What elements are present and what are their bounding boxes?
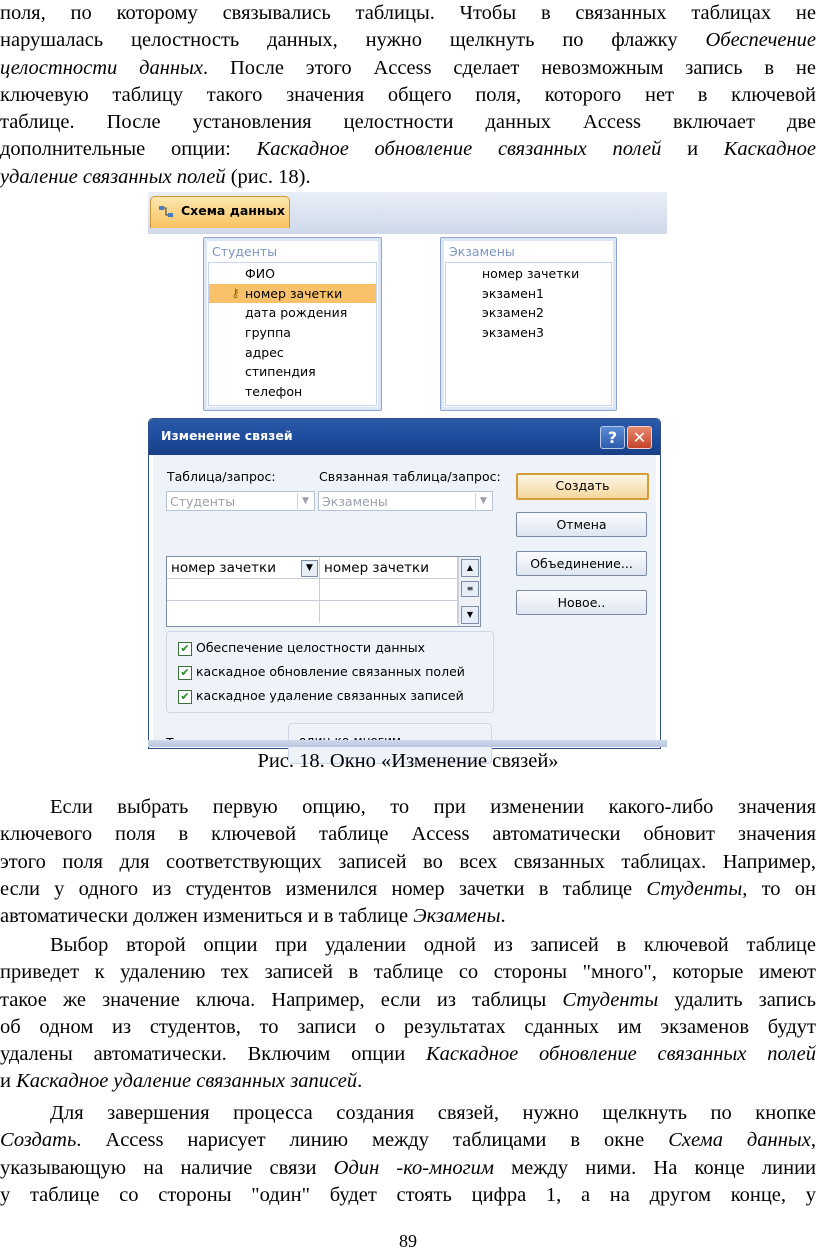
checkmark-icon: ✔ xyxy=(178,690,192,704)
window-bottom-edge xyxy=(148,740,667,747)
table-exams[interactable] xyxy=(440,237,617,411)
relationships-icon xyxy=(159,205,173,219)
p1-line: удаление связанных полей (рис. 18). xyxy=(0,165,311,188)
field-item[interactable]: телефон xyxy=(245,384,303,400)
p4-line: Для завершения процесса создания связей, нужно щелкнуть по кнопке xyxy=(50,1102,816,1124)
table-exams-title: Экзамены xyxy=(449,244,515,259)
related-table-combo[interactable] xyxy=(318,491,493,511)
checkmark-icon: ✔ xyxy=(178,666,192,680)
p1-line: целостности данных. После этого Access сделает невозможным запись в не xyxy=(0,56,816,79)
fields-grid xyxy=(166,556,481,627)
p3-line: такое же значение ключа. Например, если из таблицы Студенты удалить запись xyxy=(0,988,816,1011)
cascade-update-checkbox[interactable]: ✔ каскадное обновление связанных полей xyxy=(178,664,465,680)
p1-line: таблице. После установления целостности данных Access включает две xyxy=(0,111,816,134)
chevron-down-icon[interactable]: ▼ xyxy=(301,560,318,577)
p1-line: нарушалась целостность данных, нужно щелкнуть по флажку Обеспечение xyxy=(0,29,816,52)
paragraph-1 xyxy=(0,0,816,191)
figure-screenshot xyxy=(148,192,667,747)
p3-line: приведет к удалению тех записей в таблице со стороны "много", которые имеют xyxy=(0,961,816,984)
p4-line: Создать. Access нарисует линию между таблицами в окне Схема данных, xyxy=(0,1129,816,1152)
field-item[interactable]: номер зачетки xyxy=(482,266,580,281)
field-item[interactable]: адрес xyxy=(245,344,284,360)
table-exams-fields xyxy=(445,262,612,406)
table-students-fields xyxy=(208,262,377,406)
table-students-title: Студенты xyxy=(212,244,278,259)
checkmark-icon: ✔ xyxy=(178,642,192,656)
p2-line: если у одного из студентов изменился номер зачетки в таблице Студенты, то он xyxy=(0,877,816,900)
p2-line: ключевого поля в ключевой таблице Access автоматически обновит значения xyxy=(0,823,816,846)
paragraph-2 xyxy=(0,794,816,930)
p3-line: Выбор второй опции при удалении одной из записей в ключевой таблице xyxy=(50,934,816,956)
field-item[interactable]: экзамен3 xyxy=(482,325,544,341)
field-item[interactable]: экзамен1 xyxy=(482,285,544,301)
scroll-down-icon[interactable]: ▼ xyxy=(461,606,479,624)
p2-line: этого поля для соответствующих записей во всех связанных таблицах. Например, xyxy=(0,850,816,873)
table-students[interactable] xyxy=(203,237,382,411)
create-button[interactable]: Создать xyxy=(516,473,649,500)
p3-line: об одном из студентов, то записи о результатах сданных им экзаменов будут xyxy=(0,1015,816,1038)
field-item[interactable]: группа xyxy=(245,325,291,341)
p3-line: удалены автоматически. Включим опции Каскадное обновление связанных полей xyxy=(0,1043,816,1066)
field-item[interactable]: стипендия xyxy=(245,364,316,380)
grid-cell-empty[interactable] xyxy=(167,579,320,601)
cancel-button[interactable]: Отмена xyxy=(516,512,647,537)
field-item-selected[interactable] xyxy=(209,284,376,304)
cascade-delete-checkbox[interactable]: ✔ каскадное удаление связанных записей xyxy=(178,688,464,704)
p1-line: дополнительные опции: Каскадное обновление связанных полей и Каскадное xyxy=(0,138,816,161)
field-label: номер зачетки xyxy=(245,285,343,301)
grid-cell-empty[interactable] xyxy=(167,601,320,623)
create-new-button[interactable]: Новое.. xyxy=(516,590,647,615)
page-number: 89 xyxy=(399,1231,417,1251)
dialog-titlebar[interactable] xyxy=(149,419,660,455)
chevron-down-icon: ▼ xyxy=(475,493,491,509)
p2-line: Если выбрать первую опцию, то при изменении какого-либо значения xyxy=(50,796,816,818)
tab-schema[interactable] xyxy=(150,196,290,228)
table-combo-value: Студенты xyxy=(170,494,236,509)
close-button[interactable]: ✕ xyxy=(627,426,652,449)
p1-line: поля, по которому связывались таблицы. Чтобы в связанных таблицах не xyxy=(0,2,816,24)
join-type-button[interactable]: Объединение... xyxy=(516,551,647,576)
chevron-down-icon: ▼ xyxy=(297,493,313,509)
related-table-label: Связанная таблица/запрос: xyxy=(319,469,501,484)
p3-line: и Каскадное удаление связанных записей. xyxy=(0,1070,363,1093)
related-combo-value: Экзамены xyxy=(322,494,388,509)
key-icon: ⚷ xyxy=(231,285,240,300)
document-tab-bar xyxy=(148,192,667,235)
dialog-title: Изменение связей xyxy=(161,428,293,443)
figure-caption: Рис. 18. Окно «Изменение связей» xyxy=(257,750,559,772)
scroll-thumb[interactable]: ≡ xyxy=(461,581,479,597)
paragraph-4 xyxy=(0,1100,816,1209)
tab-label: Схема данных xyxy=(181,203,285,218)
scroll-up-icon[interactable]: ▲ xyxy=(461,559,479,577)
p1-line: ключевую таблицу такого значения общего поля, которого нет в ключевой xyxy=(0,83,816,106)
p4-line: у таблице со стороны "один" будет стоять цифра 1, а на другом конце, у xyxy=(0,1183,816,1206)
help-button[interactable]: ? xyxy=(600,426,625,449)
grid-cell-left[interactable]: номер зачетки ▼ xyxy=(167,557,320,579)
field-item[interactable]: ФИО xyxy=(245,266,275,281)
options-group xyxy=(166,631,494,713)
p4-line: указывающую на наличие связи Один -ко-многим между ними. На конце линии xyxy=(0,1156,816,1179)
table-combo[interactable] xyxy=(166,491,315,511)
field-item[interactable]: дата рождения xyxy=(245,305,348,321)
paragraph-3 xyxy=(0,932,816,1096)
dialog-body xyxy=(153,455,656,744)
p2-line: автоматически должен измениться и в таблице Экзамены. xyxy=(0,905,506,928)
referential-integrity-checkbox[interactable]: ✔ Обеспечение целостности данных xyxy=(178,640,425,656)
grid-cell-empty[interactable] xyxy=(320,601,458,623)
grid-scrollbar[interactable] xyxy=(458,557,480,626)
edit-relationships-dialog xyxy=(148,418,661,749)
field-item[interactable]: экзамен2 xyxy=(482,305,544,321)
table-query-label: Таблица/запрос: xyxy=(167,469,276,484)
grid-cell-right[interactable]: номер зачетки xyxy=(320,557,458,579)
grid-cell-empty[interactable] xyxy=(320,579,458,601)
